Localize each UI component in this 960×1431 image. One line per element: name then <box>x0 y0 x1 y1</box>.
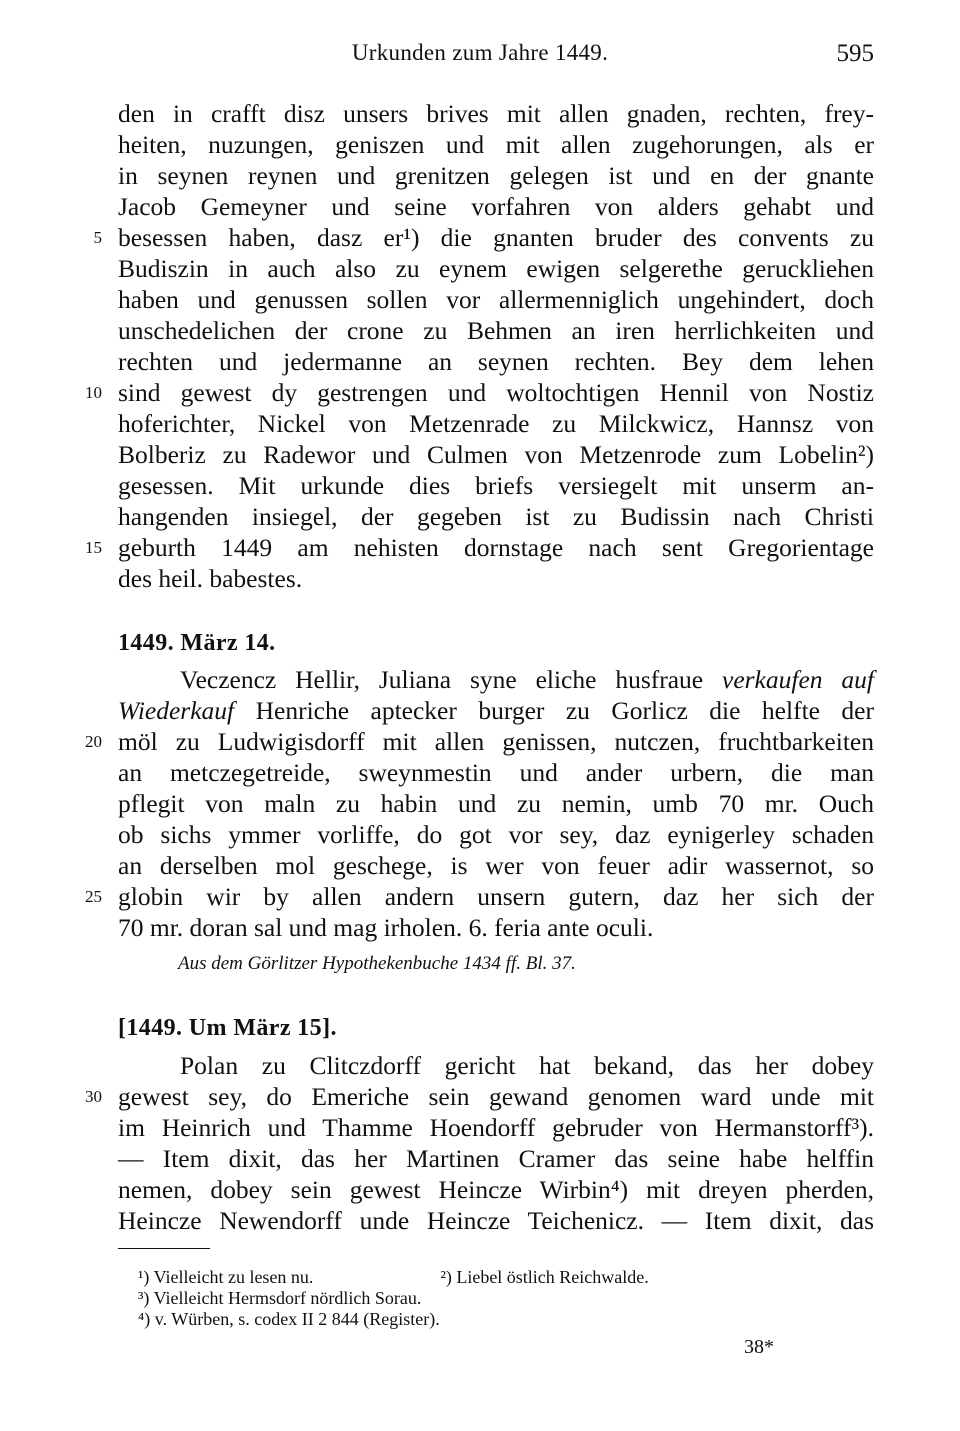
footnote-1: ¹) Vielleicht zu lesen nu. <box>138 1267 314 1287</box>
text-line: haben und genussen sollen vor allermenniglich ungehindert, doch <box>118 285 874 314</box>
line-italic-text: Wiederkauf <box>118 696 235 725</box>
footnote-2: ²) Liebel östlich Reichwalde. <box>440 1267 649 1287</box>
line-number: 30 <box>85 1087 102 1106</box>
line-number: 15 <box>85 538 102 557</box>
line-number: 25 <box>85 887 102 906</box>
line-text: Veczencz Hellir, Juliana syne eliche husfraue <box>180 665 722 694</box>
text-line: in seynen reynen und grenitzen gelegen ist und en der gnante <box>118 161 874 190</box>
text-line: den in crafft disz unsers brives mit allen gnaden, rechten, frey- <box>118 99 874 128</box>
line-italic-text: verkaufen auf <box>722 665 874 694</box>
footnote-3: ³) Vielleicht Hermsdorf nördlich Sorau. <box>138 1288 422 1308</box>
line-number: 5 <box>93 228 102 247</box>
text-line: globin wir by allen andern unsern gutern, daz her sich der <box>118 882 874 911</box>
entry-heading: 1449. März 14. <box>118 630 276 656</box>
text-line: Budiszin in auch also zu eynem ewigen selgerethe geruckliehen <box>118 254 874 283</box>
text-line: an derselben mol geschege, is wer von feuer adir wassernot, so <box>118 851 874 880</box>
sheet-signature: 38* <box>744 1336 774 1358</box>
text-line: im Heinrich und Thamme Hoendorff gebruder von Hermanstorff³). <box>118 1113 874 1142</box>
text-line: geburth 1449 am nehisten dornstage nach sent Gregorientage <box>118 533 874 562</box>
text-line <box>118 695 874 727</box>
line-number: 20 <box>85 732 102 751</box>
text-line: unschedelichen der crone zu Behmen an iren herrlichkeiten und <box>118 316 874 345</box>
text-line: ob sichs ymmer vorliffe, do got vor sey, daz eynigerley schaden <box>118 820 874 849</box>
text-line: nemen, dobey sein gewest Heincze Wirbin⁴) mit dreyen pherden, <box>118 1175 874 1204</box>
footnote-4: ⁴) v. Würben, s. codex II 2 844 (Register). <box>138 1309 440 1329</box>
text-line: 70 mr. doran sal und mag irholen. 6. feria ante oculi. <box>118 913 654 942</box>
text-line: Polan zu Clitczdorff gericht hat bekand, das her dobey <box>180 1051 874 1080</box>
text-line: besessen haben, dasz er¹) die gnanten bruder des convents zu <box>118 223 874 252</box>
text-line: gewest sey, do Emeriche sein gewand genomen ward unde mit <box>118 1082 874 1111</box>
text-line <box>180 664 874 696</box>
text-line: Heincze Newendorff unde Heincze Teichenicz. — Item dixit, das <box>118 1206 874 1235</box>
page-number: 595 <box>836 40 874 67</box>
text-line: hoferichter, Nickel von Metzenrade zu Milckwicz, Hannsz von <box>118 409 874 438</box>
text-line: an metczegetreide, sweynmestin und ander urbern, die man <box>118 758 874 787</box>
text-line: Jacob Gemeyner und seine vorfahren von alders gehabt und <box>118 192 874 221</box>
line-text: Henriche aptecker burger zu Gorlicz die helfte der <box>234 696 874 725</box>
text-line: Bolberiz zu Radewor und Culmen von Metzenrode zum Lobelin²) <box>118 440 874 469</box>
text-line: hangenden insiegel, der gegeben ist zu Budissin nach Christi <box>118 502 874 531</box>
line-number: 10 <box>85 383 102 402</box>
text-line: pflegit von maln zu habin und zu nemin, umb 70 mr. Ouch <box>118 789 874 818</box>
running-header: Urkunden zum Jahre 1449. <box>351 40 609 65</box>
footnote-rule <box>118 1248 210 1249</box>
text-line: möl zu Ludwigisdorff mit allen genissen, nutczen, fruchtbarkeiten <box>118 727 874 756</box>
entry-heading: [1449. Um März 15]. <box>118 1015 337 1041</box>
text-line: — Item dixit, das her Martinen Cramer das seine habe helffin <box>118 1144 874 1173</box>
text-line: des heil. babestes. <box>118 564 303 593</box>
text-line: rechten und jedermanne an seynen rechten. Bey dem lehen <box>118 347 874 376</box>
text-line: heiten, nuzungen, geniszen und mit allen zugehorungen, als er <box>118 130 874 159</box>
footnote <box>138 1266 649 1288</box>
text-line: sind gewest dy gestrengen und woltochtigen Hennil von Nostiz <box>118 378 874 407</box>
text-line: gesessen. Mit urkunde dies briefs versiegelt mit unserm an- <box>118 471 874 500</box>
source-citation: Aus dem Görlitzer Hypothekenbuche 1434 ff. Bl. 37. <box>178 953 576 974</box>
